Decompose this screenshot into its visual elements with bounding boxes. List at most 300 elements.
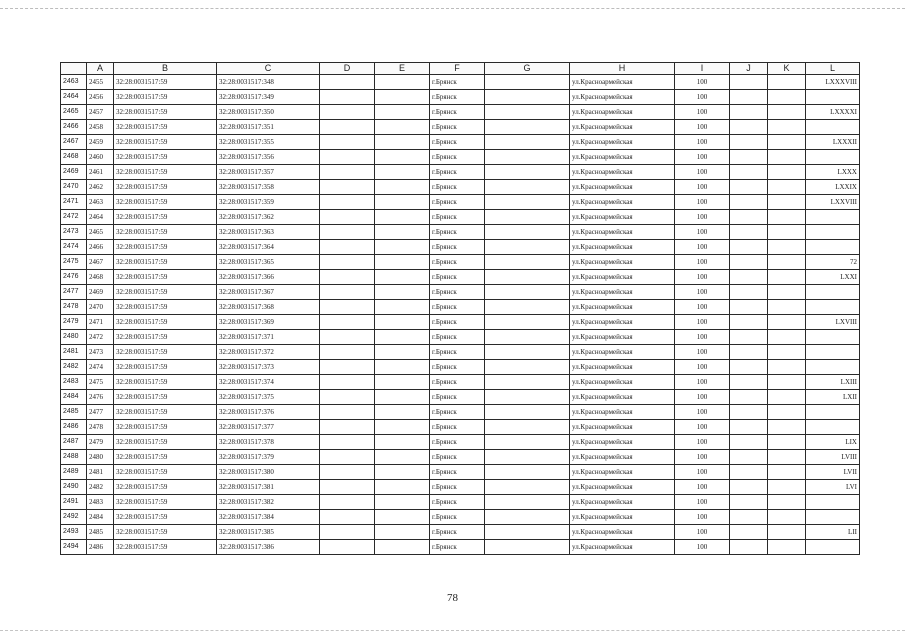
cell-i[interactable]: 100 [675,225,730,240]
cell-a[interactable]: 2469 [87,285,114,300]
cell-l[interactable] [806,360,860,375]
column-header-h[interactable]: H [570,63,675,75]
cell-b[interactable]: 32:28:0031517:59 [114,450,217,465]
cell-i[interactable]: 100 [675,255,730,270]
column-header-c[interactable]: C [217,63,320,75]
cell-f[interactable]: г.Брянск [430,435,485,450]
row-number[interactable]: 2480 [61,330,87,345]
cell-e[interactable] [375,465,430,480]
cell-i[interactable]: 100 [675,495,730,510]
cell-c[interactable]: 32:28:0031517:374 [217,375,320,390]
cell-h[interactable]: ул.Красноармейская [570,75,675,90]
column-header-f[interactable]: F [430,63,485,75]
cell-h[interactable]: ул.Красноармейская [570,150,675,165]
column-header-a[interactable]: A [87,63,114,75]
cell-d[interactable] [320,480,375,495]
cell-h[interactable]: ул.Красноармейская [570,405,675,420]
cell-j[interactable] [730,210,768,225]
cell-j[interactable] [730,330,768,345]
cell-i[interactable]: 100 [675,465,730,480]
row-number[interactable]: 2491 [61,495,87,510]
cell-k[interactable] [768,165,806,180]
cell-g[interactable] [485,285,570,300]
cell-i[interactable]: 100 [675,300,730,315]
cell-e[interactable] [375,195,430,210]
cell-k[interactable] [768,480,806,495]
cell-f[interactable]: г.Брянск [430,90,485,105]
cell-d[interactable] [320,120,375,135]
row-number[interactable]: 2478 [61,300,87,315]
cell-a[interactable]: 2485 [87,525,114,540]
cell-k[interactable] [768,270,806,285]
cell-e[interactable] [375,495,430,510]
cell-k[interactable] [768,450,806,465]
cell-h[interactable]: ул.Красноармейская [570,315,675,330]
cell-f[interactable]: г.Брянск [430,480,485,495]
cell-c[interactable]: 32:28:0031517:379 [217,450,320,465]
row-number[interactable]: 2473 [61,225,87,240]
cell-l[interactable]: LXIII [806,375,860,390]
cell-b[interactable]: 32:28:0031517:59 [114,345,217,360]
cell-g[interactable] [485,435,570,450]
cell-d[interactable] [320,495,375,510]
cell-k[interactable] [768,345,806,360]
cell-g[interactable] [485,90,570,105]
cell-k[interactable] [768,495,806,510]
cell-i[interactable]: 100 [675,120,730,135]
cell-a[interactable]: 2480 [87,450,114,465]
cell-l[interactable] [806,405,860,420]
row-number[interactable]: 2484 [61,390,87,405]
cell-e[interactable] [375,330,430,345]
cell-e[interactable] [375,405,430,420]
cell-l[interactable] [806,225,860,240]
row-number[interactable]: 2469 [61,165,87,180]
cell-i[interactable]: 100 [675,135,730,150]
cell-d[interactable] [320,390,375,405]
cell-a[interactable]: 2478 [87,420,114,435]
cell-i[interactable]: 100 [675,405,730,420]
cell-f[interactable]: г.Брянск [430,165,485,180]
cell-a[interactable]: 2482 [87,480,114,495]
cell-e[interactable] [375,135,430,150]
cell-d[interactable] [320,105,375,120]
row-number[interactable]: 2486 [61,420,87,435]
cell-k[interactable] [768,135,806,150]
cell-b[interactable]: 32:28:0031517:59 [114,180,217,195]
cell-e[interactable] [375,210,430,225]
cell-l[interactable] [806,540,860,555]
row-number[interactable]: 2466 [61,120,87,135]
cell-c[interactable]: 32:28:0031517:357 [217,165,320,180]
cell-d[interactable] [320,135,375,150]
cell-c[interactable]: 32:28:0031517:356 [217,150,320,165]
cell-e[interactable] [375,390,430,405]
cell-c[interactable]: 32:28:0031517:372 [217,345,320,360]
cell-a[interactable]: 2470 [87,300,114,315]
cell-d[interactable] [320,360,375,375]
cell-h[interactable]: ул.Красноармейская [570,240,675,255]
cell-g[interactable] [485,450,570,465]
cell-k[interactable] [768,180,806,195]
cell-g[interactable] [485,375,570,390]
cell-c[interactable]: 32:28:0031517:386 [217,540,320,555]
cell-j[interactable] [730,120,768,135]
cell-j[interactable] [730,375,768,390]
cell-l[interactable] [806,120,860,135]
cell-j[interactable] [730,180,768,195]
row-number[interactable]: 2493 [61,525,87,540]
cell-i[interactable]: 100 [675,420,730,435]
cell-e[interactable] [375,75,430,90]
cell-e[interactable] [375,315,430,330]
cell-c[interactable]: 32:28:0031517:364 [217,240,320,255]
cell-j[interactable] [730,270,768,285]
column-header-i[interactable]: I [675,63,730,75]
cell-b[interactable]: 32:28:0031517:59 [114,525,217,540]
cell-f[interactable]: г.Брянск [430,150,485,165]
cell-f[interactable]: г.Брянск [430,495,485,510]
cell-c[interactable]: 32:28:0031517:365 [217,255,320,270]
cell-a[interactable]: 2473 [87,345,114,360]
cell-f[interactable]: г.Брянск [430,420,485,435]
cell-k[interactable] [768,195,806,210]
cell-i[interactable]: 100 [675,150,730,165]
cell-l[interactable]: LXXVIII [806,195,860,210]
cell-a[interactable]: 2456 [87,90,114,105]
cell-f[interactable]: г.Брянск [430,300,485,315]
row-number[interactable]: 2482 [61,360,87,375]
cell-b[interactable]: 32:28:0031517:59 [114,270,217,285]
cell-d[interactable] [320,405,375,420]
cell-g[interactable] [485,480,570,495]
cell-h[interactable]: ул.Красноармейская [570,165,675,180]
cell-k[interactable] [768,150,806,165]
cell-i[interactable]: 100 [675,360,730,375]
row-number[interactable]: 2463 [61,75,87,90]
cell-g[interactable] [485,135,570,150]
cell-f[interactable]: г.Брянск [430,540,485,555]
cell-b[interactable]: 32:28:0031517:59 [114,480,217,495]
cell-g[interactable] [485,225,570,240]
cell-f[interactable]: г.Брянск [430,450,485,465]
column-header-j[interactable]: J [730,63,768,75]
cell-k[interactable] [768,240,806,255]
cell-d[interactable] [320,465,375,480]
cell-l[interactable] [806,285,860,300]
cell-b[interactable]: 32:28:0031517:59 [114,420,217,435]
cell-f[interactable]: г.Брянск [430,390,485,405]
cell-d[interactable] [320,300,375,315]
cell-i[interactable]: 100 [675,240,730,255]
cell-d[interactable] [320,540,375,555]
cell-j[interactable] [730,75,768,90]
cell-h[interactable]: ул.Красноармейская [570,195,675,210]
cell-d[interactable] [320,255,375,270]
cell-e[interactable] [375,525,430,540]
cell-e[interactable] [375,420,430,435]
row-number[interactable]: 2468 [61,150,87,165]
column-header-l[interactable]: L [806,63,860,75]
cell-l[interactable] [806,210,860,225]
cell-i[interactable]: 100 [675,195,730,210]
cell-h[interactable]: ул.Красноармейская [570,255,675,270]
column-header-e[interactable]: E [375,63,430,75]
cell-c[interactable]: 32:28:0031517:373 [217,360,320,375]
cell-a[interactable]: 2475 [87,375,114,390]
cell-j[interactable] [730,135,768,150]
cell-d[interactable] [320,525,375,540]
cell-j[interactable] [730,225,768,240]
cell-l[interactable] [806,240,860,255]
row-number[interactable]: 2472 [61,210,87,225]
cell-d[interactable] [320,195,375,210]
cell-h[interactable]: ул.Красноармейская [570,300,675,315]
cell-h[interactable]: ул.Красноармейская [570,345,675,360]
cell-k[interactable] [768,540,806,555]
cell-e[interactable] [375,360,430,375]
cell-f[interactable]: г.Брянск [430,330,485,345]
cell-b[interactable]: 32:28:0031517:59 [114,150,217,165]
cell-d[interactable] [320,225,375,240]
cell-f[interactable]: г.Брянск [430,510,485,525]
cell-l[interactable] [806,420,860,435]
cell-j[interactable] [730,285,768,300]
cell-i[interactable]: 100 [675,210,730,225]
cell-e[interactable] [375,345,430,360]
cell-l[interactable]: LII [806,525,860,540]
cell-g[interactable] [485,210,570,225]
row-number[interactable]: 2490 [61,480,87,495]
cell-d[interactable] [320,375,375,390]
cell-d[interactable] [320,165,375,180]
cell-j[interactable] [730,510,768,525]
cell-j[interactable] [730,240,768,255]
cell-e[interactable] [375,105,430,120]
cell-a[interactable]: 2455 [87,75,114,90]
cell-c[interactable]: 32:28:0031517:382 [217,495,320,510]
cell-c[interactable]: 32:28:0031517:363 [217,225,320,240]
cell-j[interactable] [730,345,768,360]
cell-f[interactable]: г.Брянск [430,180,485,195]
cell-a[interactable]: 2462 [87,180,114,195]
cell-l[interactable]: LVIII [806,450,860,465]
cell-b[interactable]: 32:28:0031517:59 [114,330,217,345]
column-header-b[interactable]: B [114,63,217,75]
cell-j[interactable] [730,105,768,120]
cell-a[interactable]: 2486 [87,540,114,555]
cell-i[interactable]: 100 [675,315,730,330]
cell-d[interactable] [320,270,375,285]
cell-k[interactable] [768,285,806,300]
cell-h[interactable]: ул.Красноармейская [570,450,675,465]
row-number[interactable]: 2483 [61,375,87,390]
cell-l[interactable] [806,300,860,315]
cell-l[interactable] [806,495,860,510]
cell-k[interactable] [768,120,806,135]
cell-a[interactable]: 2461 [87,165,114,180]
cell-k[interactable] [768,405,806,420]
cell-g[interactable] [485,420,570,435]
row-number[interactable]: 2476 [61,270,87,285]
cell-e[interactable] [375,180,430,195]
cell-l[interactable]: LIX [806,435,860,450]
cell-c[interactable]: 32:28:0031517:348 [217,75,320,90]
cell-l[interactable]: LXXXVIII [806,75,860,90]
cell-i[interactable]: 100 [675,165,730,180]
cell-i[interactable]: 100 [675,435,730,450]
cell-f[interactable]: г.Брянск [430,405,485,420]
row-number[interactable]: 2494 [61,540,87,555]
cell-e[interactable] [375,540,430,555]
cell-f[interactable]: г.Брянск [430,375,485,390]
cell-g[interactable] [485,180,570,195]
cell-b[interactable]: 32:28:0031517:59 [114,360,217,375]
cell-b[interactable]: 32:28:0031517:59 [114,435,217,450]
cell-h[interactable]: ул.Красноармейская [570,480,675,495]
cell-e[interactable] [375,255,430,270]
cell-h[interactable]: ул.Красноармейская [570,120,675,135]
cell-k[interactable] [768,90,806,105]
cell-j[interactable] [730,495,768,510]
cell-b[interactable]: 32:28:0031517:59 [114,75,217,90]
cell-h[interactable]: ул.Красноармейская [570,225,675,240]
cell-h[interactable]: ул.Красноармейская [570,540,675,555]
cell-f[interactable]: г.Брянск [430,285,485,300]
cell-f[interactable]: г.Брянск [430,270,485,285]
cell-g[interactable] [485,465,570,480]
cell-c[interactable]: 32:28:0031517:385 [217,525,320,540]
row-number[interactable]: 2470 [61,180,87,195]
cell-e[interactable] [375,300,430,315]
cell-j[interactable] [730,150,768,165]
cell-j[interactable] [730,540,768,555]
cell-g[interactable] [485,270,570,285]
cell-a[interactable]: 2465 [87,225,114,240]
cell-a[interactable]: 2472 [87,330,114,345]
cell-c[interactable]: 32:28:0031517:371 [217,330,320,345]
cell-j[interactable] [730,300,768,315]
cell-i[interactable]: 100 [675,180,730,195]
cell-b[interactable]: 32:28:0031517:59 [114,120,217,135]
cell-d[interactable] [320,285,375,300]
cell-b[interactable]: 32:28:0031517:59 [114,285,217,300]
cell-k[interactable] [768,225,806,240]
cell-k[interactable] [768,360,806,375]
cell-f[interactable]: г.Брянск [430,195,485,210]
cell-l[interactable]: LXXI [806,270,860,285]
cell-b[interactable]: 32:28:0031517:59 [114,300,217,315]
cell-g[interactable] [485,315,570,330]
cell-l[interactable]: 72 [806,255,860,270]
cell-d[interactable] [320,435,375,450]
cell-e[interactable] [375,510,430,525]
cell-j[interactable] [730,525,768,540]
cell-c[interactable]: 32:28:0031517:367 [217,285,320,300]
cell-k[interactable] [768,75,806,90]
cell-h[interactable]: ул.Красноармейская [570,270,675,285]
cell-g[interactable] [485,540,570,555]
cell-c[interactable]: 32:28:0031517:377 [217,420,320,435]
cell-f[interactable]: г.Брянск [430,360,485,375]
cell-j[interactable] [730,90,768,105]
cell-b[interactable]: 32:28:0031517:59 [114,195,217,210]
cell-g[interactable] [485,165,570,180]
row-number[interactable]: 2487 [61,435,87,450]
cell-b[interactable]: 32:28:0031517:59 [114,210,217,225]
cell-j[interactable] [730,165,768,180]
cell-g[interactable] [485,195,570,210]
cell-e[interactable] [375,240,430,255]
cell-d[interactable] [320,240,375,255]
cell-f[interactable]: г.Брянск [430,135,485,150]
cell-b[interactable]: 32:28:0031517:59 [114,225,217,240]
cell-f[interactable]: г.Брянск [430,315,485,330]
cell-b[interactable]: 32:28:0031517:59 [114,255,217,270]
cell-b[interactable]: 32:28:0031517:59 [114,405,217,420]
cell-a[interactable]: 2459 [87,135,114,150]
row-number[interactable]: 2475 [61,255,87,270]
cell-a[interactable]: 2460 [87,150,114,165]
cell-d[interactable] [320,150,375,165]
cell-i[interactable]: 100 [675,390,730,405]
cell-a[interactable]: 2481 [87,465,114,480]
cell-h[interactable]: ул.Красноармейская [570,510,675,525]
cell-e[interactable] [375,435,430,450]
cell-k[interactable] [768,420,806,435]
cell-h[interactable]: ул.Красноармейская [570,465,675,480]
cell-j[interactable] [730,405,768,420]
cell-h[interactable]: ул.Красноармейская [570,210,675,225]
cell-c[interactable]: 32:28:0031517:380 [217,465,320,480]
cell-k[interactable] [768,375,806,390]
cell-i[interactable]: 100 [675,75,730,90]
cell-d[interactable] [320,315,375,330]
cell-l[interactable] [806,510,860,525]
cell-e[interactable] [375,480,430,495]
cell-g[interactable] [485,405,570,420]
cell-b[interactable]: 32:28:0031517:59 [114,165,217,180]
cell-c[interactable]: 32:28:0031517:358 [217,180,320,195]
cell-c[interactable]: 32:28:0031517:359 [217,195,320,210]
cell-k[interactable] [768,435,806,450]
cell-a[interactable]: 2483 [87,495,114,510]
cell-f[interactable]: г.Брянск [430,120,485,135]
row-number[interactable]: 2485 [61,405,87,420]
cell-d[interactable] [320,180,375,195]
row-number[interactable]: 2477 [61,285,87,300]
cell-g[interactable] [485,105,570,120]
cell-g[interactable] [485,345,570,360]
cell-l[interactable]: LXXIX [806,180,860,195]
row-number[interactable]: 2481 [61,345,87,360]
cell-b[interactable]: 32:28:0031517:59 [114,495,217,510]
cell-h[interactable]: ул.Красноармейская [570,420,675,435]
cell-j[interactable] [730,195,768,210]
cell-h[interactable]: ул.Красноармейская [570,135,675,150]
cell-e[interactable] [375,90,430,105]
cell-k[interactable] [768,390,806,405]
cell-e[interactable] [375,120,430,135]
cell-c[interactable]: 32:28:0031517:378 [217,435,320,450]
cell-b[interactable]: 32:28:0031517:59 [114,540,217,555]
cell-a[interactable]: 2479 [87,435,114,450]
cell-g[interactable] [485,150,570,165]
cell-g[interactable] [485,120,570,135]
cell-a[interactable]: 2468 [87,270,114,285]
column-header-g[interactable]: G [485,63,570,75]
cell-g[interactable] [485,300,570,315]
